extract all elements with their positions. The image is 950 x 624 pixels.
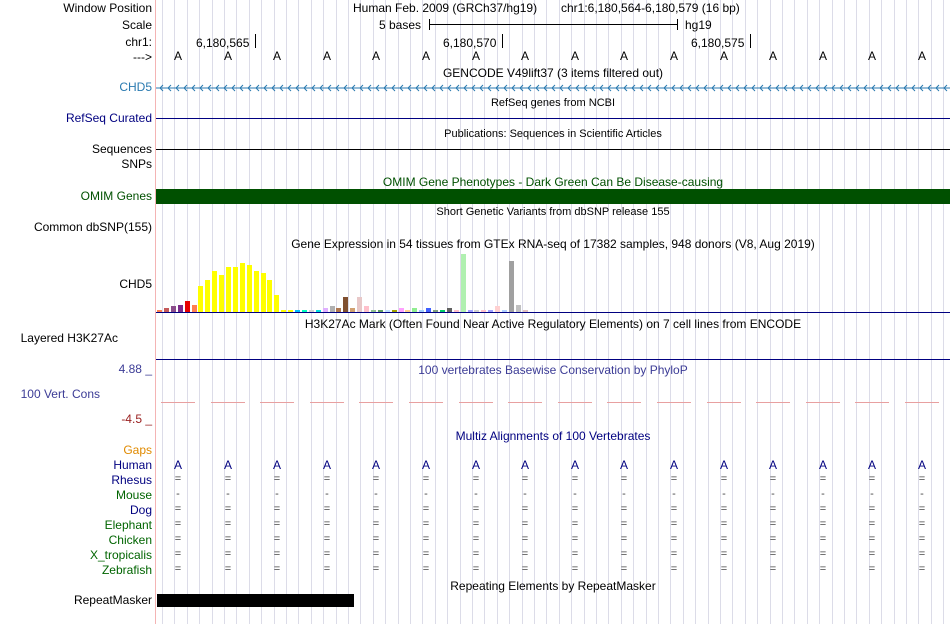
phylop-score-mark	[459, 402, 493, 403]
gtex-tissue-bar[interactable]	[343, 297, 348, 312]
alignment-base: -	[722, 488, 726, 500]
phylop-score-mark	[508, 402, 542, 403]
phylop-score-mark	[211, 402, 245, 403]
alignment-base: =	[224, 473, 232, 485]
alignment-base: =	[472, 533, 480, 545]
scale-label: Scale	[121, 18, 152, 32]
alignment-base: =	[868, 503, 876, 515]
alignment-base: =	[868, 563, 876, 575]
alignment-base: =	[174, 503, 182, 515]
alignment-base: -	[275, 488, 279, 500]
alignment-base: =	[323, 548, 331, 560]
base-letter: A	[570, 49, 579, 63]
gtex-tissue-bar[interactable]	[240, 263, 245, 312]
alignment-base: =	[620, 533, 628, 545]
refseq-gene-line[interactable]	[156, 118, 950, 119]
alignment-base: =	[918, 563, 926, 575]
base-letter: A	[917, 49, 926, 63]
species-label-human[interactable]: Human	[113, 458, 152, 472]
ruler-tick	[255, 34, 256, 48]
alignment-base: =	[670, 503, 678, 515]
alignment-base: =	[372, 533, 380, 545]
alignment-base: =	[323, 503, 331, 515]
alignment-base: =	[224, 503, 232, 515]
multiz-track-title: Multiz Alignments of 100 Vertebrates	[455, 429, 651, 443]
alignment-base: =	[174, 518, 182, 530]
base-letter: A	[867, 49, 876, 63]
omim-genes-label[interactable]: OMIM Genes	[80, 189, 152, 203]
alignment-base: =	[720, 533, 728, 545]
alignment-base: =	[224, 533, 232, 545]
alignment-base: -	[374, 488, 378, 500]
alignment-base: =	[868, 548, 876, 560]
alignment-base: =	[323, 518, 331, 530]
vert-cons-label[interactable]: 100 Vert. Cons	[20, 387, 100, 401]
phylop-score-mark	[756, 402, 790, 403]
alignment-base: A	[223, 458, 232, 472]
alignment-base: =	[422, 503, 430, 515]
alignment-base: =	[571, 548, 579, 560]
alignment-base: =	[670, 563, 678, 575]
alignment-base: =	[670, 548, 678, 560]
publications-track-title: Publications: Sequences in Scientific Articles	[444, 128, 662, 140]
repeatmasker-track-title: Repeating Elements by RepeatMasker	[450, 579, 656, 593]
alignment-base: =	[521, 533, 529, 545]
alignment-base: =	[819, 503, 827, 515]
alignment-base: A	[173, 458, 182, 472]
base-letter: A	[471, 49, 480, 63]
alignment-base: =	[720, 473, 728, 485]
alignment-base: =	[868, 533, 876, 545]
alignment-base: =	[918, 518, 926, 530]
conservation-max-label: 4.88 _	[118, 362, 152, 376]
alignment-base: =	[918, 533, 926, 545]
alignment-base: =	[372, 473, 380, 485]
alignment-base: A	[471, 458, 480, 472]
alignment-base: =	[521, 473, 529, 485]
repeatmasker-label[interactable]: RepeatMasker	[73, 593, 152, 607]
species-label-zebrafish[interactable]: Zebrafish	[101, 563, 152, 577]
alignment-base: =	[472, 548, 480, 560]
alignment-base: =	[273, 548, 281, 560]
alignment-base: =	[174, 473, 182, 485]
alignment-base: =	[521, 518, 529, 530]
phylop-score-mark	[707, 402, 741, 403]
phylop-score-mark	[409, 402, 443, 403]
alignment-base: -	[622, 488, 626, 500]
gtex-track-title: Gene Expression in 54 tissues from GTEx RNA-seq of 17382 samples, 948 donors (V8, Aug 2019)	[291, 237, 815, 251]
gtex-tissue-bar[interactable]	[185, 301, 190, 312]
alignment-base: =	[174, 548, 182, 560]
alignment-base: =	[273, 503, 281, 515]
scale-assembly-label: hg19	[685, 18, 712, 32]
alignment-base: =	[372, 548, 380, 560]
base-letter: A	[421, 49, 430, 63]
phylop-score-mark	[657, 402, 691, 403]
phylop-score-mark	[310, 402, 344, 403]
alignment-base: A	[322, 458, 331, 472]
base-letter: A	[272, 49, 281, 63]
gtex-tissue-bar[interactable]	[516, 305, 521, 312]
alignment-base: A	[768, 458, 777, 472]
ruler-tick-label: 6,180,575	[691, 36, 745, 50]
chr-label: chr1:	[125, 35, 152, 49]
alignment-base: =	[918, 503, 926, 515]
repeatmasker-feature[interactable]	[157, 594, 354, 607]
alignment-base: =	[769, 518, 777, 530]
base-letter: A	[768, 49, 777, 63]
alignment-base: =	[472, 473, 480, 485]
gtex-tissue-bar[interactable]	[274, 295, 279, 312]
phylop-score-mark	[855, 402, 889, 403]
refseq-track-title: RefSeq genes from NCBI	[490, 97, 616, 109]
alignment-base: =	[868, 473, 876, 485]
alignment-base: =	[372, 518, 380, 530]
alignment-base: =	[571, 473, 579, 485]
base-sequence-row	[156, 49, 950, 63]
alignment-base: =	[521, 548, 529, 560]
strand-arrow-label: --->	[133, 50, 152, 64]
alignment-base: =	[620, 548, 628, 560]
alignment-base: =	[422, 533, 430, 545]
assembly-title: Human Feb. 2009 (GRCh37/hg19)	[353, 1, 538, 15]
alignment-base: =	[224, 563, 232, 575]
alignment-base: -	[474, 488, 478, 500]
gtex-bar-chart[interactable]	[156, 252, 950, 312]
omim-track-title: OMIM Gene Phenotypes - Dark Green Can Be Disease-causing	[382, 175, 724, 189]
snps-label[interactable]: SNPs	[121, 157, 152, 171]
alignment-base: =	[620, 563, 628, 575]
base-letter: A	[520, 49, 529, 63]
alignment-base: =	[273, 563, 281, 575]
alignment-base: =	[720, 518, 728, 530]
alignment-base: =	[620, 518, 628, 530]
conservation-min-label: -4.5 _	[121, 412, 152, 426]
alignment-base: -	[821, 488, 825, 500]
alignment-base: =	[819, 518, 827, 530]
alignment-base: =	[323, 473, 331, 485]
gtex-tissue-bar[interactable]	[254, 271, 259, 312]
alignment-base: =	[323, 563, 331, 575]
common-dbsnp-label[interactable]: Common dbSNP(155)	[33, 220, 152, 234]
alignment-base: =	[273, 473, 281, 485]
alignment-base: A	[520, 458, 529, 472]
alignment-base: =	[372, 563, 380, 575]
alignment-base: =	[372, 503, 380, 515]
alignment-base: =	[769, 548, 777, 560]
phylop-conservation-plot[interactable]	[156, 400, 950, 404]
alignment-base: =	[918, 548, 926, 560]
alignment-base: =	[174, 563, 182, 575]
alignment-base: =	[918, 473, 926, 485]
alignment-base: -	[176, 488, 180, 500]
phylop-score-mark	[161, 402, 195, 403]
alignment-base: =	[571, 518, 579, 530]
base-letter: A	[371, 49, 380, 63]
alignment-base: =	[769, 563, 777, 575]
track-labels-column	[0, 0, 155, 624]
alignment-base: =	[769, 473, 777, 485]
omim-gene-feature[interactable]	[156, 189, 950, 204]
alignment-base: =	[422, 563, 430, 575]
alignment-base: A	[669, 458, 678, 472]
alignment-base: =	[670, 473, 678, 485]
alignment-base: =	[571, 563, 579, 575]
alignment-base: =	[819, 473, 827, 485]
species-label-dog[interactable]: Dog	[129, 503, 152, 517]
phylop-track-title: 100 vertebrates Basewise Conservation by PhyloP	[418, 363, 688, 377]
alignment-base: =	[472, 503, 480, 515]
gtex-tissue-bar[interactable]	[198, 286, 203, 312]
alignment-base: =	[422, 518, 430, 530]
gtex-baseline	[156, 312, 950, 313]
alignment-base: =	[720, 548, 728, 560]
alignment-base: =	[422, 548, 430, 560]
alignment-base: =	[620, 503, 628, 515]
species-label-elephant[interactable]: Elephant	[104, 518, 152, 532]
phylop-score-mark	[806, 402, 840, 403]
alignment-base: =	[819, 563, 827, 575]
base-letter: A	[322, 49, 331, 63]
gtex-tissue-bar[interactable]	[461, 254, 466, 312]
alignment-base: -	[226, 488, 230, 500]
ruler-tick	[750, 34, 751, 48]
gtex-tissue-bar[interactable]	[509, 261, 514, 312]
alignment-base: A	[818, 458, 827, 472]
alignment-base: =	[571, 503, 579, 515]
alignment-base: -	[523, 488, 527, 500]
alignment-base: =	[819, 533, 827, 545]
alignment-base: =	[670, 533, 678, 545]
alignment-base: A	[867, 458, 876, 472]
phylop-score-mark	[558, 402, 592, 403]
dbsnp-track-title: Short Genetic Variants from dbSNP release 155	[436, 206, 670, 218]
gtex-chd5-label[interactable]: CHD5	[119, 277, 152, 291]
alignment-base: =	[224, 518, 232, 530]
scale-bar	[429, 24, 678, 25]
alignment-base: =	[670, 518, 678, 530]
base-letter: A	[818, 49, 827, 63]
base-letter: A	[619, 49, 628, 63]
alignment-base: =	[472, 518, 480, 530]
alignment-base: =	[224, 548, 232, 560]
species-label-mouse[interactable]: Mouse	[115, 488, 152, 502]
alignment-base: =	[819, 548, 827, 560]
alignment-base: =	[174, 533, 182, 545]
base-letter: A	[719, 49, 728, 63]
window-position-label[interactable]: Window Position	[63, 1, 152, 15]
gtex-tissue-bar[interactable]	[178, 305, 183, 312]
alignment-base: =	[720, 503, 728, 515]
track-area[interactable]	[156, 0, 950, 624]
alignment-base: -	[672, 488, 676, 500]
base-letter: A	[223, 49, 232, 63]
layered-h3k27ac-label[interactable]: Layered H3K27Ac	[20, 331, 118, 345]
alignment-base: =	[571, 533, 579, 545]
species-label-chicken[interactable]: Chicken	[108, 533, 152, 547]
gtex-tissue-bar[interactable]	[192, 305, 197, 312]
alignment-base: =	[273, 518, 281, 530]
base-letter: A	[173, 49, 182, 63]
refseq-curated-label[interactable]: RefSeq Curated	[65, 111, 152, 125]
ruler-tick	[502, 34, 503, 48]
alignment-base: -	[920, 488, 924, 500]
chd5-gene-feature[interactable]	[156, 82, 950, 94]
multiz-alignment-grid[interactable]	[156, 458, 950, 578]
phylop-score-mark	[905, 402, 939, 403]
species-label-x_tropicalis[interactable]: X_tropicalis	[89, 548, 152, 562]
gencode-track-title: GENCODE V49lift37 (3 items filtered out)	[442, 66, 664, 80]
phylop-score-mark	[359, 402, 393, 403]
gtex-tissue-bar[interactable]	[267, 280, 272, 312]
ruler-tick-label: 6,180,565	[196, 36, 250, 50]
alignment-base: =	[720, 563, 728, 575]
alignment-base: A	[719, 458, 728, 472]
alignment-base: A	[917, 458, 926, 472]
alignment-base: A	[272, 458, 281, 472]
alignment-base: A	[619, 458, 628, 472]
alignment-base: =	[422, 473, 430, 485]
alignment-base: =	[521, 503, 529, 515]
alignment-base: =	[769, 503, 777, 515]
base-letter: A	[669, 49, 678, 63]
gtex-tissue-bar[interactable]	[261, 273, 266, 312]
alignment-base: -	[573, 488, 577, 500]
h3k27ac-baseline	[156, 359, 950, 360]
gtex-tissue-bar[interactable]	[205, 280, 210, 312]
alignment-base: =	[521, 563, 529, 575]
gaps-label[interactable]: Gaps	[123, 443, 152, 457]
gtex-tissue-bar[interactable]	[219, 275, 224, 312]
alignment-base: A	[371, 458, 380, 472]
species-label-rhesus[interactable]: Rhesus	[111, 473, 152, 487]
alignment-base: =	[323, 533, 331, 545]
h3k27ac-track-title: H3K27Ac Mark (Often Found Near Active Regulatory Elements) on 7 cell lines from ENCODE	[304, 317, 802, 331]
alignment-base: =	[868, 518, 876, 530]
gtex-tissue-bar[interactable]	[357, 297, 362, 312]
alignment-base: =	[620, 473, 628, 485]
alignment-base: =	[472, 563, 480, 575]
phylop-score-mark	[607, 402, 641, 403]
gtex-tissue-bar[interactable]	[247, 265, 252, 312]
alignment-base: -	[870, 488, 874, 500]
ruler-tick-label: 6,180,570	[443, 36, 497, 50]
phylop-score-mark	[260, 402, 294, 403]
sequences-label[interactable]: Sequences	[91, 142, 152, 156]
position-readout: chr1:6,180,564-6,180,579 (16 bp)	[561, 1, 740, 15]
alignment-base: A	[570, 458, 579, 472]
gtex-tissue-bar[interactable]	[212, 271, 217, 312]
scale-bar-label: 5 bases	[379, 18, 422, 32]
alignment-base: =	[273, 533, 281, 545]
alignment-base: -	[325, 488, 329, 500]
alignment-base: =	[769, 533, 777, 545]
alignment-base: -	[771, 488, 775, 500]
gtex-tissue-bar[interactable]	[233, 267, 238, 312]
alignment-base: A	[421, 458, 430, 472]
chd5-gene-label[interactable]: CHD5	[119, 80, 152, 94]
publications-line[interactable]	[156, 149, 950, 150]
gtex-tissue-bar[interactable]	[226, 267, 231, 312]
alignment-base: -	[424, 488, 428, 500]
